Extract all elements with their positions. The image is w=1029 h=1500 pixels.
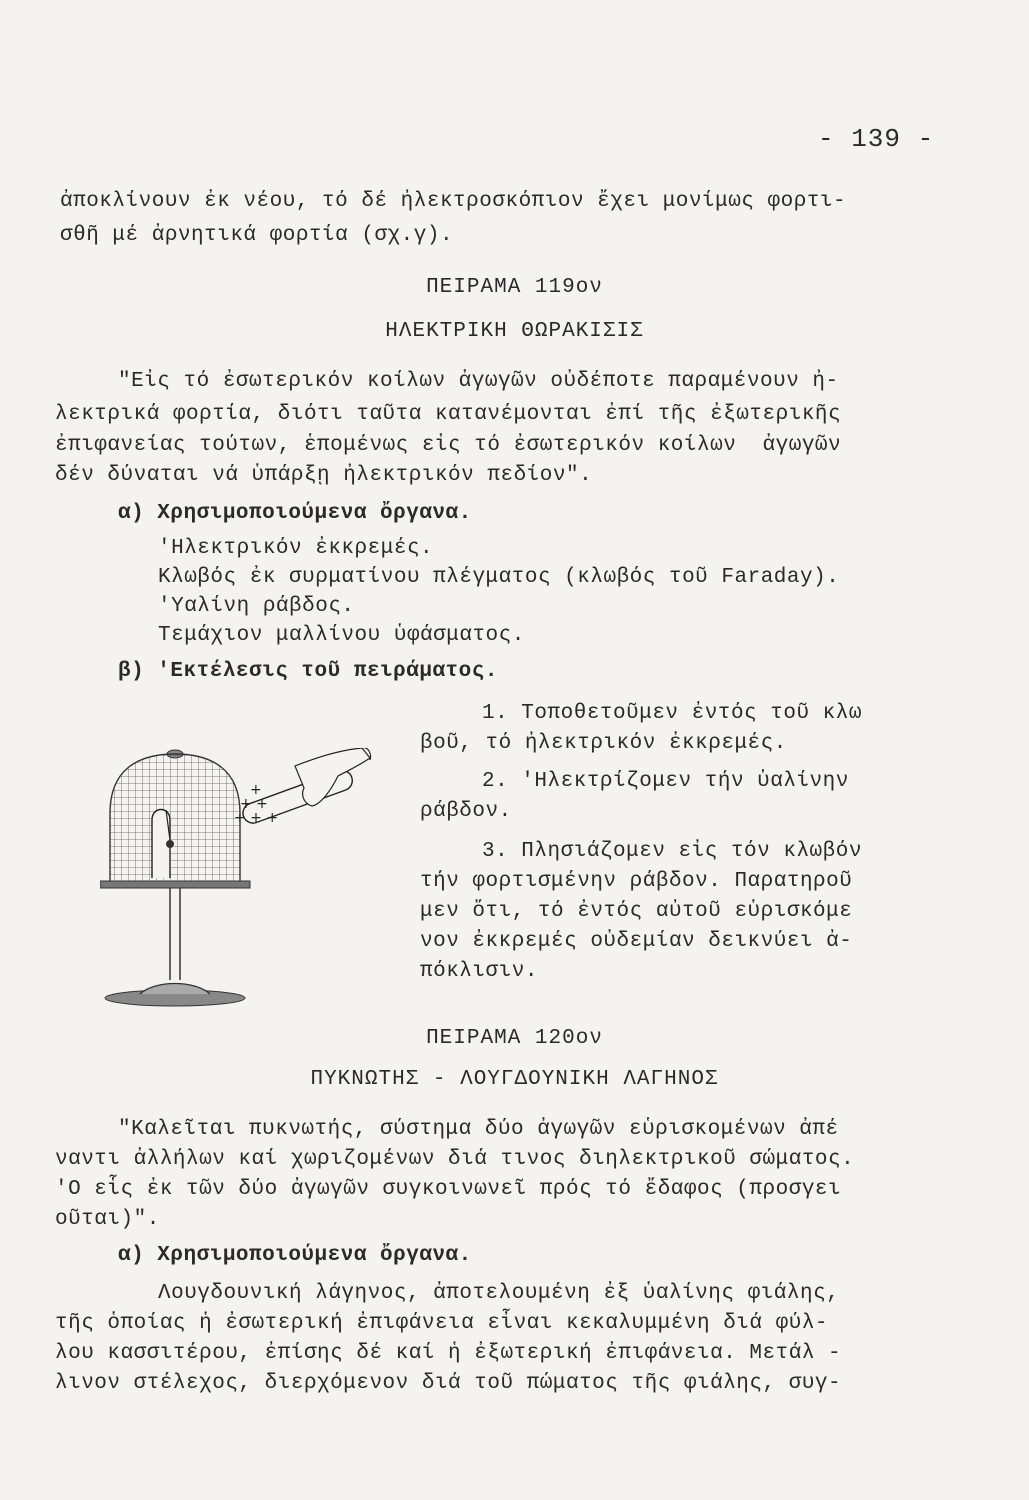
instrument-4: Τεμάχιον μαλλίνου ὑφάσματος. xyxy=(158,624,525,647)
quote-120-line-3: 'Ο εἷς ἐκ τῶν δύο ἀγωγῶν συγκοινωνεῖ πρός τό ἔδαφος (προσγει xyxy=(55,1178,842,1201)
body-120-line-2: τῆς ὁποίας ἡ ἐσωτερική ἐπιφάνεια εἶναι κεκαλυμμένη διά φύλ- xyxy=(55,1312,829,1335)
section-a-120: α) Χρησιμοποιούμενα ὄργανα. xyxy=(118,1244,472,1267)
intro-line-2: σθῆ μέ ἀρνητικά φορτία (σχ.γ). xyxy=(60,224,454,247)
svg-text:+: + xyxy=(250,782,262,798)
step-3-line-3: μεν ὅτι, τό ἐντός αὐτοῦ εὑρισκόμε xyxy=(420,900,853,923)
body-120-line-4: λινον στέλεχος, διερχόμενον διά τοῦ πώματος τῆς φιάλης, συγ- xyxy=(55,1372,842,1395)
quote-119-line-4: δέν δύναται νά ὑπάρξῃ ἠλεκτρικόν πεδίον". xyxy=(55,464,593,487)
step-3-line-1: 3. Πλησιάζομεν εἰς τόν κλωβόν xyxy=(482,840,862,863)
step-1-line-1: 1. Τοποθετοῦμεν ἐντός τοῦ κλω xyxy=(482,702,862,725)
experiment-119-subheading: ΗΛΕΚΤΡΙΚΗ ΘΩΡΑΚΙΣΙΣ xyxy=(385,320,644,343)
quote-120-line-1: "Καλεῖται πυκνωτής, σύστημα δύο ἀγωγῶν εὑρισκομένων ἀπέ xyxy=(118,1118,839,1141)
experiment-120-heading: ΠΕΙΡΑΜΑ 120ον xyxy=(426,1027,603,1050)
quote-119-line-1: "Εἰς τό ἐσωτερικόν κοίλων ἀγωγῶν οὐδέποτε παραμένουν ἠ- xyxy=(118,370,839,393)
section-a-119: α) Χρησιμοποιούμενα ὄργανα. xyxy=(118,502,472,525)
step-1-line-2: βοῦ, τό ἠλεκτρικόν ἐκκρεμές. xyxy=(420,732,787,755)
experiment-119-heading: ΠΕΙΡΑΜΑ 119ον xyxy=(426,276,603,299)
section-b-119: β) 'Εκτέλεσις τοῦ πειράματος. xyxy=(118,660,498,683)
quote-120-line-2: ναντι ἀλλήλων καί χωριζομένων διά τινος διηλεκτρικοῦ σώματος. xyxy=(55,1148,855,1171)
page-number: - 139 - xyxy=(818,124,935,154)
svg-text:+ +: + + xyxy=(240,796,268,812)
step-2-line-2: ράβδον. xyxy=(420,800,512,823)
experiment-120-subheading: ΠΥΚΝΩΤΗΣ - ΛΟΥΓΔΟΥΝΙΚΗ ΛΑΓΗΝΟΣ xyxy=(310,1068,719,1091)
instrument-2: Κλωβός ἐκ συρματίνου πλέγματος (κλωβός τοῦ Faraday). xyxy=(158,566,840,589)
faraday-cage-illustration xyxy=(100,748,390,1018)
instrument-3: 'Υαλίνη ράβδος. xyxy=(158,595,355,618)
step-2-line-1: 2. 'Ηλεκτρίζομεν τήν ὑαλίνην xyxy=(482,770,849,793)
quote-119-line-2: λεκτρικά φορτία, διότι ταῦτα κατανέμονται ἐπί τῆς ἐξωτερικῆς xyxy=(55,403,842,426)
body-120-line-3: λου κασσιτέρου, ἐπίσης δέ καί ἡ ἐξωτερική ἐπιφάνεια. Μετάλ - xyxy=(55,1342,842,1365)
quote-120-line-4: οῦται)". xyxy=(55,1208,160,1231)
step-3-line-2: τήν φορτισμένην ράβδον. Παρατηροῦ xyxy=(420,870,853,893)
step-3-line-5: πόκλισιν. xyxy=(420,960,538,983)
body-120-line-1: Λουγδουνική λάγηνος, ἀποτελουμένη ἐξ ὑαλίνης φιάλης, xyxy=(158,1282,840,1305)
instrument-1: 'Ηλεκτρικόν ἐκκρεμές. xyxy=(158,537,434,560)
step-3-line-4: νον ἐκκρεμές οὐδεμίαν δεικνύει ἀ- xyxy=(420,930,853,953)
intro-line-1: ἀποκλίνουν ἐκ νέου, τό δέ ἠλεκτροσκόπιον ἔχει μονίμως φορτι- xyxy=(60,190,847,213)
quote-119-line-3: ἐπιφανείας τούτων, ἑπομένως εἰς τό ἐσωτερικόν κοίλων ἀγωγῶν xyxy=(55,434,842,457)
svg-text:+ + +: + + + xyxy=(234,810,279,826)
